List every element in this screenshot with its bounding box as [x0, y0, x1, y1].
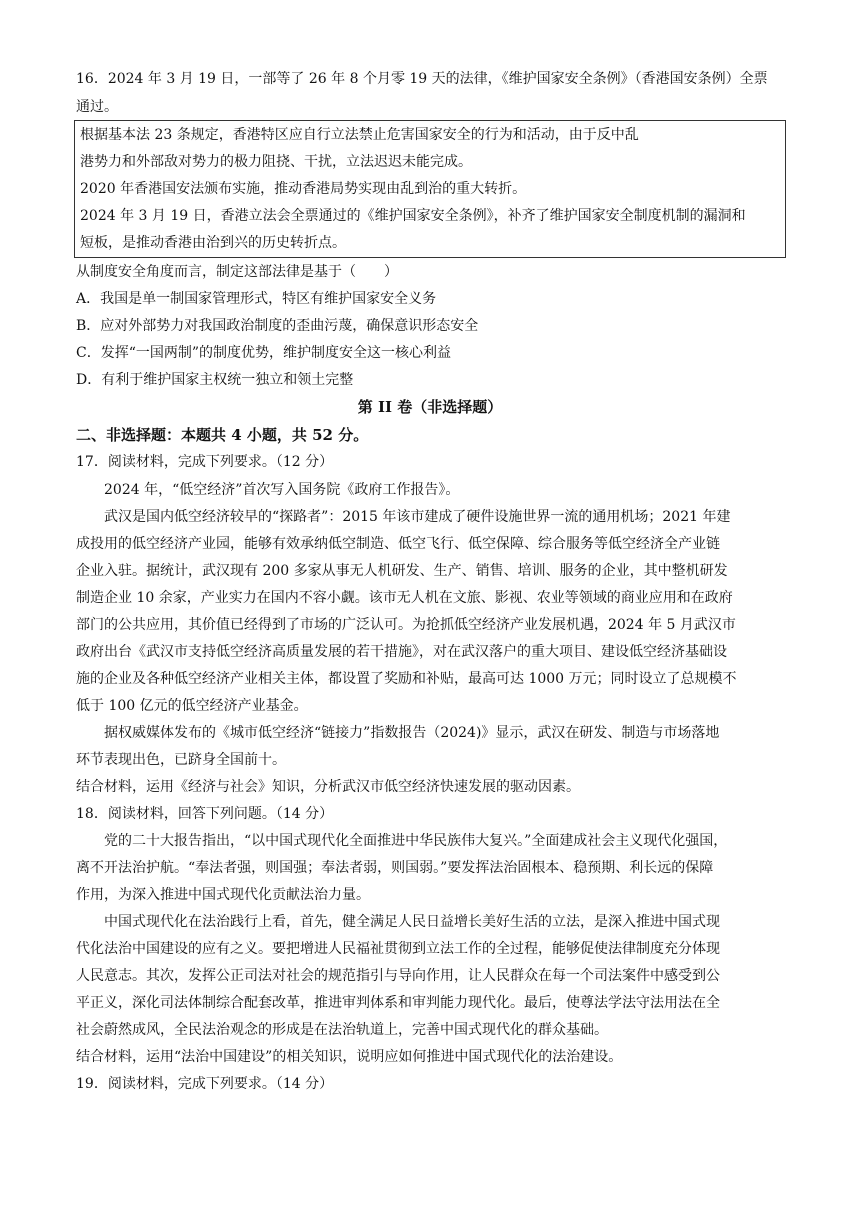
q18-material-line: 平正义，深化司法体制综合配套改革，推进审判体系和审判能力现代化。最后，使尊法学法守法用法在全: [76, 995, 720, 1011]
q18-stem: 18．阅读材料，回答下列问题。（14 分）: [76, 806, 334, 822]
q17-material-line: 企业入驻。据统计，武汉现有 200 多家从事无人机研发、生产、销售、培训、服务的企业，其中整机研发: [76, 563, 728, 579]
q18-material-line: 离不开法治护航。“奉法者强，则国强；奉法者弱，则国弱。”要发挥法治固根本、稳预期、利长远的保障: [76, 860, 714, 876]
q17-material-line: 低于 100 亿元的低空经济产业基金。: [76, 698, 308, 714]
q17-material-line: 2024 年，“低空经济”首次写入国务院《政府工作报告》。: [104, 482, 460, 498]
q17-material-line: 环节表现出色，已跻身全国前十。: [76, 752, 286, 768]
q17-material-line: 政府出台《武汉市支持低空经济高质量发展的若干措施》，对在武汉落户的重大项目、建设低空经济基础设: [76, 644, 727, 660]
q16-box-line: 2020 年香港国安法颁布实施，推动香港局势实现由乱到治的重大转折。: [80, 181, 527, 197]
volume-title: 第 II 卷（非选择题）: [357, 398, 503, 416]
q17-requirement: 结合材料，运用《经济与社会》知识，分析武汉市低空经济快速发展的驱动因素。: [76, 779, 580, 795]
q16-box-line: 港势力和外部敌对势力的极力阻挠、干扰，立法迟迟未能完成。: [80, 154, 472, 170]
q17-material-line: 武汉是国内低空经济较早的“探路者”：2015 年该市建成了硬件设施世界一流的通用机场；2021 年建: [104, 509, 731, 525]
q16-box-line: 2024 年 3 月 19 日，香港立法会全票通过的《维护国家安全条例》，补齐了维护国家安全制度机制的漏洞和: [80, 208, 746, 224]
q16-option-c: C．发挥“一国两制”的制度优势，维护制度安全这一核心利益: [76, 345, 452, 361]
q17-material-line: 制造企业 10 余家，产业实力在国内不容小觑。该市无人机在文旅、影视、农业等领域的商业应用和在政府: [76, 590, 733, 606]
q18-material-line: 人民意志。其次，发挥公正司法对社会的规范指引与导向作用，让人民群众在每一个司法案件中感受到公: [76, 968, 720, 984]
q18-material-line: 中国式现代化在法治践行上看，首先，健全满足人民日益增长美好生活的立法，是深入推进中国式现: [104, 914, 720, 930]
q18-material-line: 代化法治中国建设的应有之义。要把增进人民福祉贯彻到立法工作的全过程，能够促使法律制度充分体现: [76, 941, 720, 957]
q18-material-line: 作用，为深入推进中国式现代化贡献法治力量。: [76, 887, 370, 903]
q16-option-b: B．应对外部势力对我国政治制度的歪曲污蔑，确保意识形态安全: [76, 318, 479, 334]
q18-requirement: 结合材料，运用“法治中国建设”的相关知识，说明应如何推进中国式现代化的法治建设。: [76, 1049, 623, 1065]
q16-option-d: D．有利于维护国家主权统一独立和领土完整: [76, 372, 354, 388]
q17-stem: 17．阅读材料，完成下列要求。（12 分）: [76, 454, 334, 470]
q16-stem-line1: 16．2024 年 3 月 19 日，一部等了 26 年 8 个月零 19 天的法律，《维护国家安全条例》（香港国安条例）全票: [76, 71, 768, 87]
q17-material-line: 施的企业及各种低空经济产业相关主体，都设置了奖励和补贴，最高可达 1000 万元；同时设立了总规模不: [76, 671, 737, 687]
q19-stem: 19．阅读材料，完成下列要求。（14 分）: [76, 1076, 334, 1092]
q16-question: 从制度安全角度而言，制定这部法律是基于（ ）: [76, 264, 398, 280]
q16-option-a: A．我国是单一制国家管理形式，特区有维护国家安全义务: [76, 291, 437, 307]
q17-material-line: 据权威媒体发布的《城市低空经济“链接力”指数报告（2024)》显示，武汉在研发、制造与市场落地: [104, 725, 720, 741]
section-heading: 二、非选择题：本题共 4 小题，共 52 分。: [76, 426, 369, 444]
q18-material-line: 党的二十大报告指出，“以中国式现代化全面推进中华民族伟大复兴。”全面建成社会主义现代化强国，: [104, 833, 728, 849]
q16-box-line: 根据基本法 23 条规定，香港特区应自行立法禁止危害国家安全的行为和活动，由于反中乱: [80, 127, 639, 143]
q17-material-line: 成投用的低空经济产业园，能够有效承纳低空制造、低空飞行、低空保障、综合服务等低空经济全产业链: [76, 536, 720, 552]
q16-box-line: 短板，是推动香港由治到兴的历史转折点。: [80, 235, 346, 251]
q16-stem-line2: 通过。: [76, 99, 118, 115]
q18-material-line: 社会蔚然成风，全民法治观念的形成是在法治轨道上，完善中国式现代化的群众基础。: [76, 1022, 608, 1038]
q17-material-line: 部门的公共应用，其价值已经得到了市场的广泛认可。为抢抓低空经济产业发展机遇，2024 年 5 月武汉市: [76, 617, 736, 633]
